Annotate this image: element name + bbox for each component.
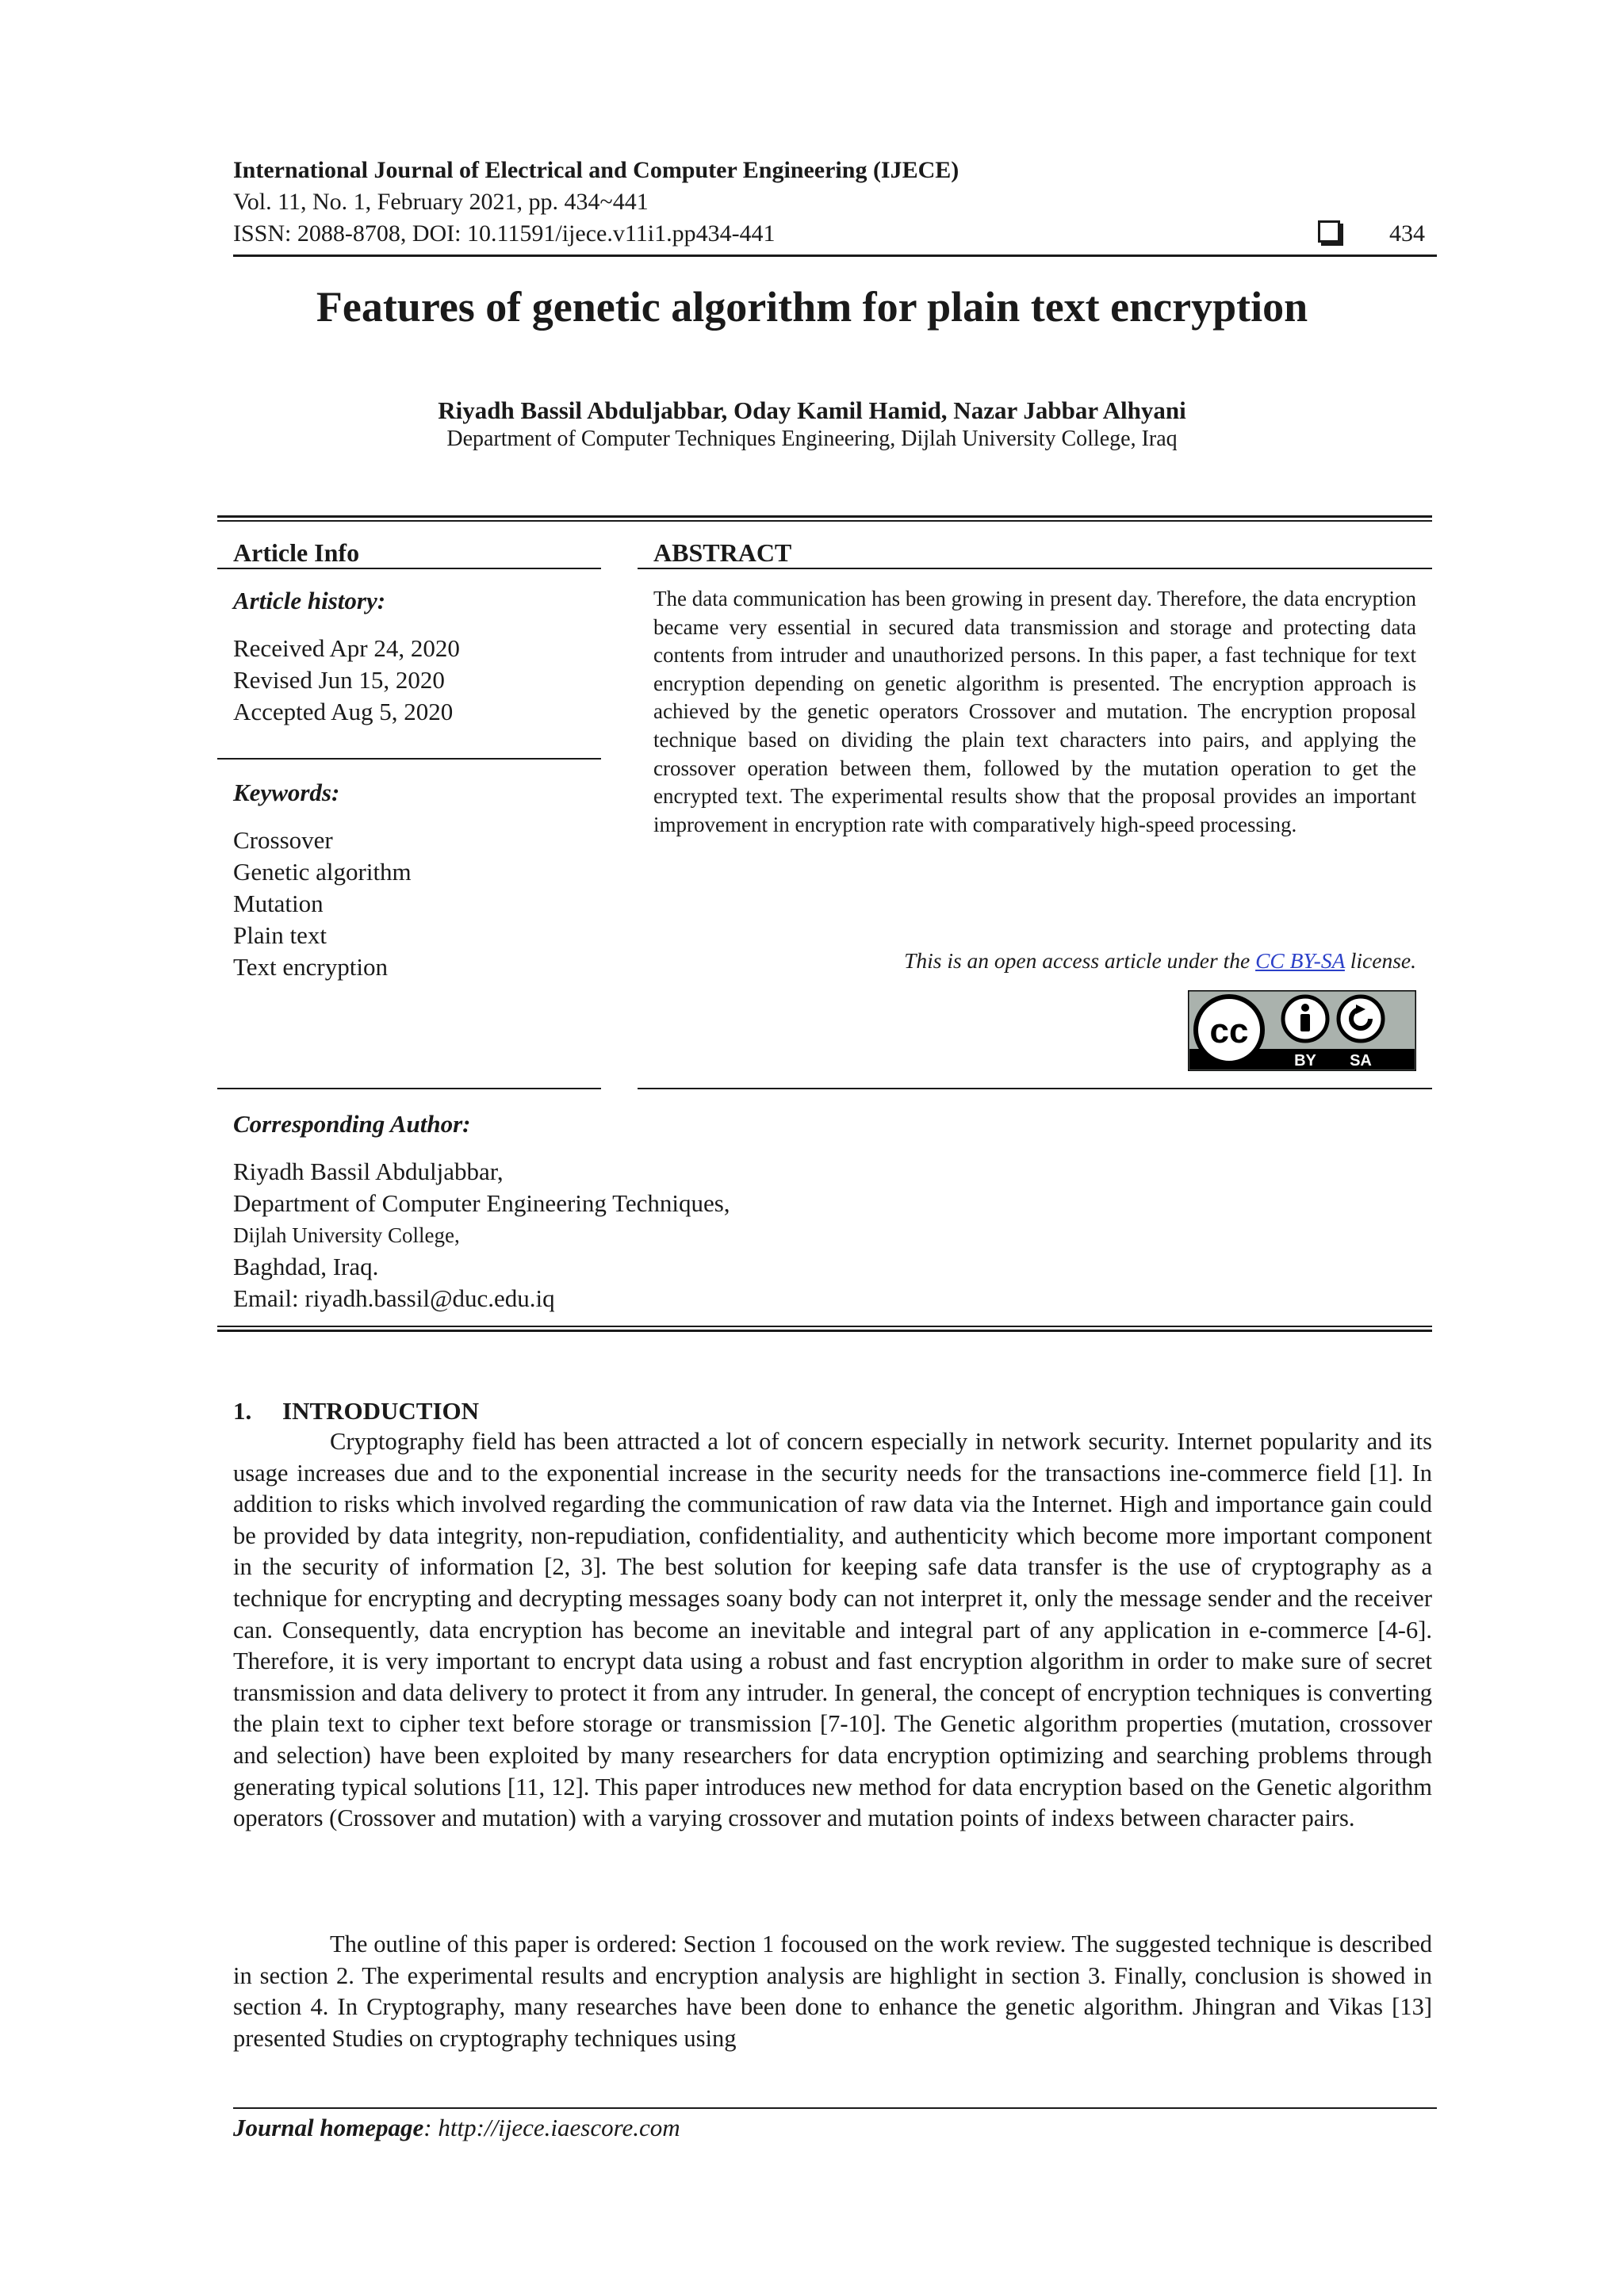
- corresponding-institution: Dijlah University College,: [233, 1223, 460, 1247]
- abstract-bottom-rule: [638, 1088, 1432, 1089]
- footer-url[interactable]: : http://ijece.iaescore.com: [423, 2114, 680, 2141]
- paper-title: Features of genetic algorithm for plain text encryption: [316, 283, 1308, 331]
- corresponding-department: Department of Computer Engineering Techniques,: [233, 1189, 730, 1217]
- info-top-rule-2: [217, 520, 1432, 522]
- keyword-item: Genetic algorithm: [233, 858, 412, 886]
- footer-label: Journal homepage: [233, 2114, 424, 2141]
- keyword-item: Mutation: [233, 890, 324, 917]
- badge-by-label: BY: [1294, 1052, 1316, 1070]
- keyword-item: Text encryption: [233, 953, 388, 981]
- badge-sa-label: SA: [1350, 1052, 1372, 1070]
- keywords-heading: Keywords:: [233, 779, 340, 806]
- footer: [233, 2112, 680, 2144]
- article-info-rule: [217, 568, 601, 569]
- open-access-prefix: This is an open access article under the: [904, 948, 1251, 973]
- volume-line: Vol. 11, No. 1, February 2021, pp. 434~441: [233, 189, 649, 215]
- history-received: Received Apr 24, 2020: [233, 634, 460, 662]
- cc-by-sa-badge[interactable]: [1188, 990, 1416, 1075]
- keyword-item: Crossover: [233, 826, 333, 854]
- open-access-suffix: license.: [1350, 948, 1416, 973]
- open-access-notice: [653, 947, 1416, 975]
- corresponding-city: Baghdad, Iraq.: [233, 1253, 379, 1280]
- corresponding-author-heading: Corresponding Author:: [233, 1110, 471, 1138]
- corresponding-email: Email: riyadh.bassil@duc.edu.iq: [233, 1284, 555, 1312]
- info-top-rule-1: [217, 515, 1432, 518]
- article-info-bottom-rule: [217, 1088, 601, 1089]
- info-bottom-rule-2: [217, 1330, 1432, 1332]
- history-revised: Revised Jun 15, 2020: [233, 666, 445, 694]
- journal-name: International Journal of Electrical and Computer Engineering (IJECE): [233, 157, 959, 183]
- introduction-heading: 1. INTRODUCTION: [233, 1397, 480, 1425]
- article-info-heading: Article Info: [233, 538, 360, 567]
- issn-line: ISSN: 2088-8708, DOI: 10.11591/ijece.v11i1.pp434-441: [233, 220, 776, 247]
- abstract-text: The data communication has been growing in present day. Therefore, the data encryption became very essential in secured data transmission and storage and protecting data contents from intruder and unauthorized persons. In this paper, a fast technique for text encryption depending on genetic algorithm is presented. The encryption approach is achieved by the genetic operators Crossover and mutation. The encryption proposal technique based on dividing the plain text characters into pairs, and applying the crossover operation between them, followed by the mutation operation to get the encrypted text. The experimental results show that the proposal provides an important improvement in encryption rate with comparatively high-speed processing.: [653, 587, 1416, 836]
- history-accepted: Accepted Aug 5, 2020: [233, 698, 454, 725]
- abstract-heading: ABSTRACT: [653, 538, 792, 567]
- abstract-rule: [638, 568, 1432, 569]
- keyword-item: Plain text: [233, 921, 327, 949]
- keywords-rule: [217, 758, 601, 760]
- author-list: Riyadh Bassil Abduljabbar, Oday Kamil Hamid, Nazar Jabbar Alhyani: [438, 396, 1186, 424]
- corresponding-name: Riyadh Bassil Abduljabbar,: [233, 1158, 504, 1185]
- box-icon: [1318, 220, 1340, 243]
- header-rule: [233, 254, 1437, 257]
- svg-text:cc: cc: [1209, 1012, 1249, 1050]
- license-link[interactable]: CC BY-SA: [1255, 948, 1345, 973]
- page-number: 434: [1389, 220, 1425, 247]
- affiliation: Department of Computer Techniques Engineering, Dijlah University College, Iraq: [446, 427, 1178, 451]
- info-bottom-rule-1: [217, 1326, 1432, 1327]
- introduction-paragraph-2: The outline of this paper is ordered: Section 1 focoused on the work review. The suggested technique is described in section 2. The experimental results and encryption analysis are highlight in section 3. Finally, conclusion is showed in section 4. In Cryptography, many researches have been done to enhance the genetic algorithm. Jhingran and Vikas [13] presented Studies on cryptography techniques using: [233, 1931, 1432, 2052]
- footer-rule: [233, 2107, 1437, 2109]
- introduction-paragraph-1: Cryptography field has been attracted a lot of concern especially in network security. Internet popularity and its usage increases due and to the exponential increase in the security needs for the transactions ine-commerce field [1]. In addition to risks which involved regarding the communication of raw data via the Internet. High and importance gain could be provided by data integrity, non-repudiation, confidentiality, and authenticity which become more important component in the security of information [2, 3]. The best solution for keeping safe data transfer is the use of cryptography as a technique for encrypting and decrypting messages soany body can not interpret it, only the message sender and the receiver can. Consequently, data encryption has become an inevitable and integral part of any application in e-commerce [4-6]. Therefore, it is very important to encrypt data using a robust and fast encryption algorithm in order to make sure of secret transmission and data delivery to protect it from any intruder. In general, the concept of encryption techniques is converting the plain text to cipher text before storage or transmission [7-10]. The Genetic algorithm properties (mutation, crossover and selection) have been exploited by many researchers for data encryption optimizing and searching problems through generating typical solutions [11, 12]. This paper introduces new method for data encryption based on the Genetic algorithm operators (Crossover and mutation) with a varying crossover and mutation points of indexs between character pairs.: [233, 1428, 1432, 1832]
- article-history-heading: Article history:: [233, 587, 386, 614]
